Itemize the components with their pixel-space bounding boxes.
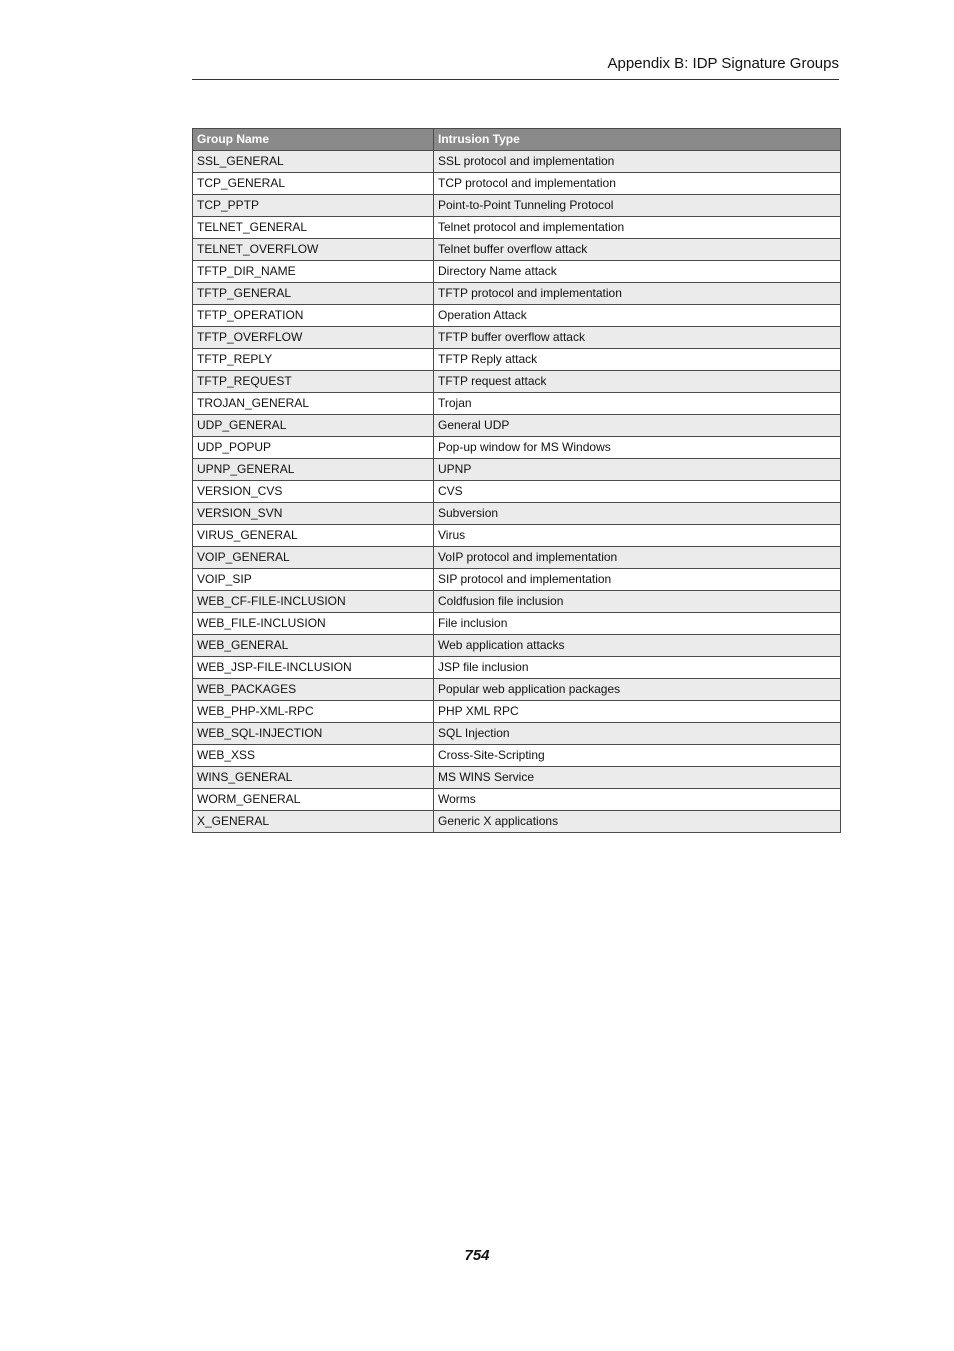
cell-group-name: TELNET_OVERFLOW: [193, 239, 434, 261]
cell-intrusion-type: File inclusion: [434, 613, 841, 635]
cell-intrusion-type: Subversion: [434, 503, 841, 525]
table-row: [193, 459, 841, 481]
cell-intrusion-type: SSL protocol and implementation: [434, 151, 841, 173]
table-body: [193, 151, 841, 833]
cell-intrusion-type: Virus: [434, 525, 841, 547]
table-row: [193, 569, 841, 591]
table-row: [193, 305, 841, 327]
cell-group-name: TFTP_REQUEST: [193, 371, 434, 393]
table-row: [193, 503, 841, 525]
cell-intrusion-type: UPNP: [434, 459, 841, 481]
cell-group-name: WORM_GENERAL: [193, 789, 434, 811]
cell-intrusion-type: Generic X applications: [434, 811, 841, 833]
cell-intrusion-type: Pop-up window for MS Windows: [434, 437, 841, 459]
table-row: [193, 789, 841, 811]
table-row: [193, 217, 841, 239]
cell-intrusion-type: SIP protocol and implementation: [434, 569, 841, 591]
table-row: [193, 635, 841, 657]
table-row: [193, 547, 841, 569]
table-row: [193, 613, 841, 635]
cell-intrusion-type: Point-to-Point Tunneling Protocol: [434, 195, 841, 217]
cell-intrusion-type: CVS: [434, 481, 841, 503]
column-header-intrusion-type: Intrusion Type: [434, 129, 841, 151]
table-row: [193, 393, 841, 415]
table-row: [193, 371, 841, 393]
cell-group-name: UDP_GENERAL: [193, 415, 434, 437]
table-row: [193, 481, 841, 503]
cell-intrusion-type: Directory Name attack: [434, 261, 841, 283]
cell-group-name: UDP_POPUP: [193, 437, 434, 459]
table-row: [193, 151, 841, 173]
cell-group-name: UPNP_GENERAL: [193, 459, 434, 481]
cell-group-name: TFTP_DIR_NAME: [193, 261, 434, 283]
table-row: [193, 811, 841, 833]
cell-intrusion-type: TCP protocol and implementation: [434, 173, 841, 195]
cell-intrusion-type: Worms: [434, 789, 841, 811]
table-row: [193, 701, 841, 723]
cell-intrusion-type: VoIP protocol and implementation: [434, 547, 841, 569]
table-row: [193, 723, 841, 745]
header-title: Appendix B: IDP Signature Groups: [607, 55, 839, 72]
cell-group-name: TFTP_OVERFLOW: [193, 327, 434, 349]
table-row: [193, 679, 841, 701]
cell-intrusion-type: Web application attacks: [434, 635, 841, 657]
cell-group-name: WEB_FILE-INCLUSION: [193, 613, 434, 635]
cell-group-name: X_GENERAL: [193, 811, 434, 833]
cell-intrusion-type: Coldfusion file inclusion: [434, 591, 841, 613]
cell-group-name: WEB_PACKAGES: [193, 679, 434, 701]
page-number: 754: [464, 1247, 490, 1264]
cell-intrusion-type: Trojan: [434, 393, 841, 415]
cell-group-name: TFTP_REPLY: [193, 349, 434, 371]
column-header-group-name: Group Name: [193, 129, 434, 151]
table-row: [193, 437, 841, 459]
cell-group-name: WEB_GENERAL: [193, 635, 434, 657]
table-row: [193, 657, 841, 679]
cell-intrusion-type: Operation Attack: [434, 305, 841, 327]
cell-group-name: VOIP_GENERAL: [193, 547, 434, 569]
cell-group-name: VIRUS_GENERAL: [193, 525, 434, 547]
table-row: [193, 261, 841, 283]
table-row: [193, 745, 841, 767]
cell-intrusion-type: MS WINS Service: [434, 767, 841, 789]
cell-group-name: TCP_PPTP: [193, 195, 434, 217]
table-row: [193, 415, 841, 437]
cell-intrusion-type: SQL Injection: [434, 723, 841, 745]
cell-group-name: TROJAN_GENERAL: [193, 393, 434, 415]
cell-group-name: WEB_PHP-XML-RPC: [193, 701, 434, 723]
cell-group-name: WEB_JSP-FILE-INCLUSION: [193, 657, 434, 679]
cell-group-name: TFTP_OPERATION: [193, 305, 434, 327]
cell-group-name: VERSION_CVS: [193, 481, 434, 503]
table-row: [193, 767, 841, 789]
cell-intrusion-type: Telnet protocol and implementation: [434, 217, 841, 239]
table-row: [193, 349, 841, 371]
page-header: [192, 54, 839, 80]
cell-intrusion-type: Telnet buffer overflow attack: [434, 239, 841, 261]
cell-intrusion-type: TFTP request attack: [434, 371, 841, 393]
cell-group-name: TFTP_GENERAL: [193, 283, 434, 305]
cell-intrusion-type: TFTP buffer overflow attack: [434, 327, 841, 349]
table-row: [193, 591, 841, 613]
cell-group-name: WEB_SQL-INJECTION: [193, 723, 434, 745]
table-row: [193, 239, 841, 261]
signature-groups-table: [192, 128, 841, 833]
cell-group-name: WEB_XSS: [193, 745, 434, 767]
cell-intrusion-type: Popular web application packages: [434, 679, 841, 701]
cell-intrusion-type: Cross-Site-Scripting: [434, 745, 841, 767]
table-row: [193, 327, 841, 349]
cell-intrusion-type: General UDP: [434, 415, 841, 437]
cell-group-name: VOIP_SIP: [193, 569, 434, 591]
cell-intrusion-type: TFTP protocol and implementation: [434, 283, 841, 305]
table-row: [193, 173, 841, 195]
cell-group-name: VERSION_SVN: [193, 503, 434, 525]
cell-group-name: SSL_GENERAL: [193, 151, 434, 173]
cell-intrusion-type: TFTP Reply attack: [434, 349, 841, 371]
table-row: [193, 525, 841, 547]
table-row: [193, 283, 841, 305]
cell-intrusion-type: JSP file inclusion: [434, 657, 841, 679]
cell-group-name: WINS_GENERAL: [193, 767, 434, 789]
cell-intrusion-type: PHP XML RPC: [434, 701, 841, 723]
cell-group-name: WEB_CF-FILE-INCLUSION: [193, 591, 434, 613]
cell-group-name: TCP_GENERAL: [193, 173, 434, 195]
table-header-row: [193, 129, 841, 151]
cell-group-name: TELNET_GENERAL: [193, 217, 434, 239]
table-row: [193, 195, 841, 217]
